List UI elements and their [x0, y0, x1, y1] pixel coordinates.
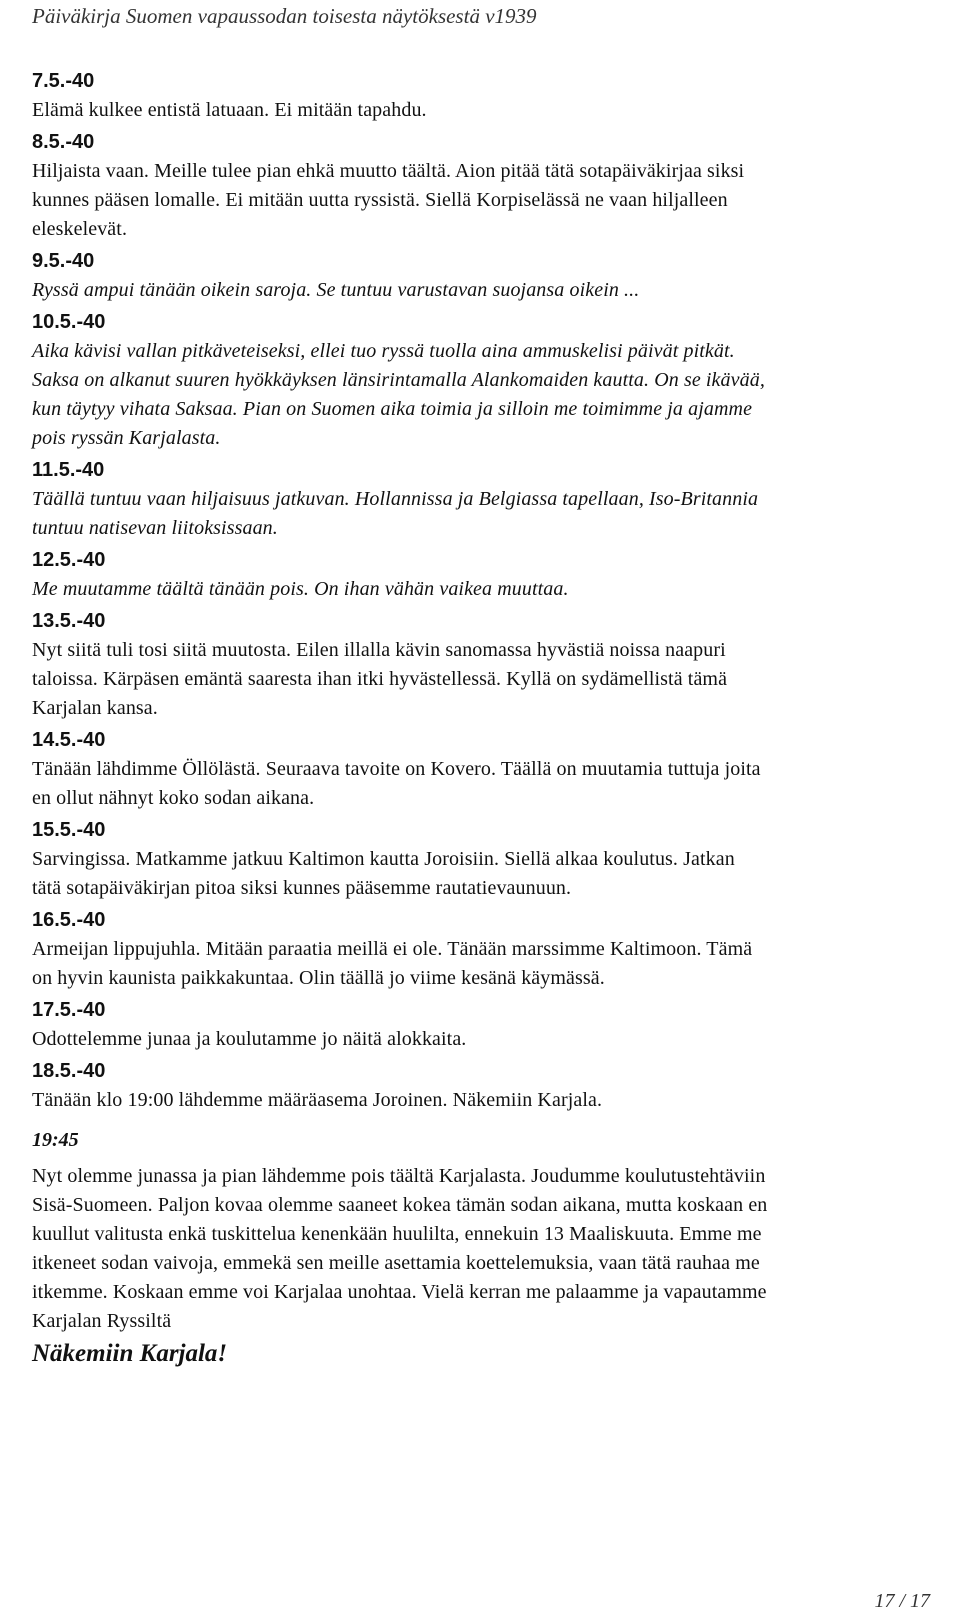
- time-note: 19:45: [32, 1129, 79, 1151]
- entry-date: 8.5.-40: [32, 131, 95, 153]
- diary-content: [32, 66, 932, 1368]
- entry-date: 11.5.-40: [32, 459, 105, 481]
- entry-date: 14.5.-40: [32, 729, 106, 751]
- diary-entry: [32, 545, 932, 604]
- entry-date: 15.5.-40: [32, 819, 106, 841]
- entry-text: Sarvingissa. Matkamme jatkuu Kaltimon kautta Joroisiin. Siellä alkaa koulutus. Jatkan tätä sotapäiväkirjan pitoa siksi kunnes pääsemme rautatievaunuun.: [32, 848, 735, 899]
- entry-date: 18.5.-40: [32, 1060, 106, 1082]
- entry-date: 7.5.-40: [32, 70, 95, 92]
- entry-text: Tänään klo 19:00 lähdemme määräasema Joroinen. Näkemiin Karjala.: [32, 1089, 603, 1111]
- entry-text: Aika kävisi vallan pitkäveteiseksi, ellei tuo ryssä tuolla aina ammuskelisi päivät pitkät. Saksa on alkanut suuren hyökkäyksen länsirintamalla Alankomaiden kautta. On se ikävää, kun täytyy vihata Saksaa. Pian on Suomen aika toimia ja silloin me toimimme ja ajamme pois ryssän Karjalasta.: [32, 340, 765, 449]
- diary-entry: [32, 995, 932, 1054]
- entry-text: Odottelemme junaa ja koulutamme jo näitä alokkaita.: [32, 1028, 467, 1050]
- entry-date: 12.5.-40: [32, 549, 106, 571]
- entry-text: Tänään lähdimme Öllölästä. Seuraava tavoite on Kovero. Täällä on muutamia tuttuja joita en ollut nähnyt koko sodan aikana.: [32, 758, 761, 809]
- entry-date: 16.5.-40: [32, 909, 106, 931]
- entry-text: Hiljaista vaan. Meille tulee pian ehkä muutto täältä. Aion pitää tätä sotapäiväkirjaa siksi kunnes pääsen lomalle. Ei mitään uutta ryssistä. Siellä Korpiselässä ne vaan hiljalleen eleskelevät.: [32, 160, 745, 240]
- diary-entry: [32, 246, 932, 305]
- farewell-heading: Näkemiin Karjala!: [32, 1340, 228, 1367]
- diary-entry: [32, 307, 932, 453]
- diary-entry: [32, 905, 932, 993]
- entry-date: 10.5.-40: [32, 311, 106, 333]
- entry-date: 9.5.-40: [32, 250, 95, 272]
- entry-text: Nyt siitä tuli tosi siitä muutosta. Eilen illalla kävin sanomassa hyvästiä noissa naapuri taloissa. Kärpäsen emäntä saaresta ihan itki hyvästellessä. Kyllä on sydämellistä tämä Karjalan kansa.: [32, 639, 728, 719]
- diary-entry: [32, 127, 932, 244]
- entry-date: 17.5.-40: [32, 999, 106, 1021]
- page-number: 17 / 17: [874, 1590, 930, 1612]
- document-header: Päiväkirja Suomen vapaussodan toisesta näytöksestä v1939: [32, 4, 537, 28]
- final-entry-text: Nyt olemme junassa ja pian lähdemme pois täältä Karjalasta. Joudumme koulutustehtäviin Sisä-Suomeen. Paljon kovaa olemme saaneet kokea tämän sodan aikana, mutta koskaan en kuullut valitusta enkä tuskittelua kenenkään huulilta, ennekuin 13 Maaliskuuta. Emme me itkeneet sodan vaivoja, emmekä sen meille asettamia koettelemuksia, vaan tätä rauhaa me itkemme. Koskaan emme voi Karjalaa unohtaa. Vielä kerran me palaamme ja vapautamme Karjalan Ryssiltä: [32, 1165, 768, 1332]
- diary-entry: [32, 606, 932, 723]
- entry-date: 13.5.-40: [32, 610, 106, 632]
- entry-text: Elämä kulkee entistä latuaan. Ei mitään tapahdu.: [32, 99, 427, 121]
- entry-text: Ryssä ampui tänään oikein saroja. Se tuntuu varustavan suojansa oikein ...: [32, 279, 640, 301]
- diary-entry: [32, 725, 932, 813]
- diary-entry: [32, 66, 932, 125]
- diary-entry: [32, 815, 932, 903]
- diary-entry: [32, 1056, 932, 1115]
- diary-entry: [32, 455, 932, 543]
- entry-text: Täällä tuntuu vaan hiljaisuus jatkuvan. Hollannissa ja Belgiassa tapellaan, Iso-Britannia tuntuu natisevan liitoksissaan.: [32, 488, 759, 539]
- entry-text: Armeijan lippujuhla. Mitään paraatia meillä ei ole. Tänään marssimme Kaltimoon. Tämä on hyvin kaunista paikkakuntaa. Olin täällä jo viime kesänä käymässä.: [32, 938, 753, 989]
- entry-text: Me muutamme täältä tänään pois. On ihan vähän vaikea muuttaa.: [32, 578, 569, 600]
